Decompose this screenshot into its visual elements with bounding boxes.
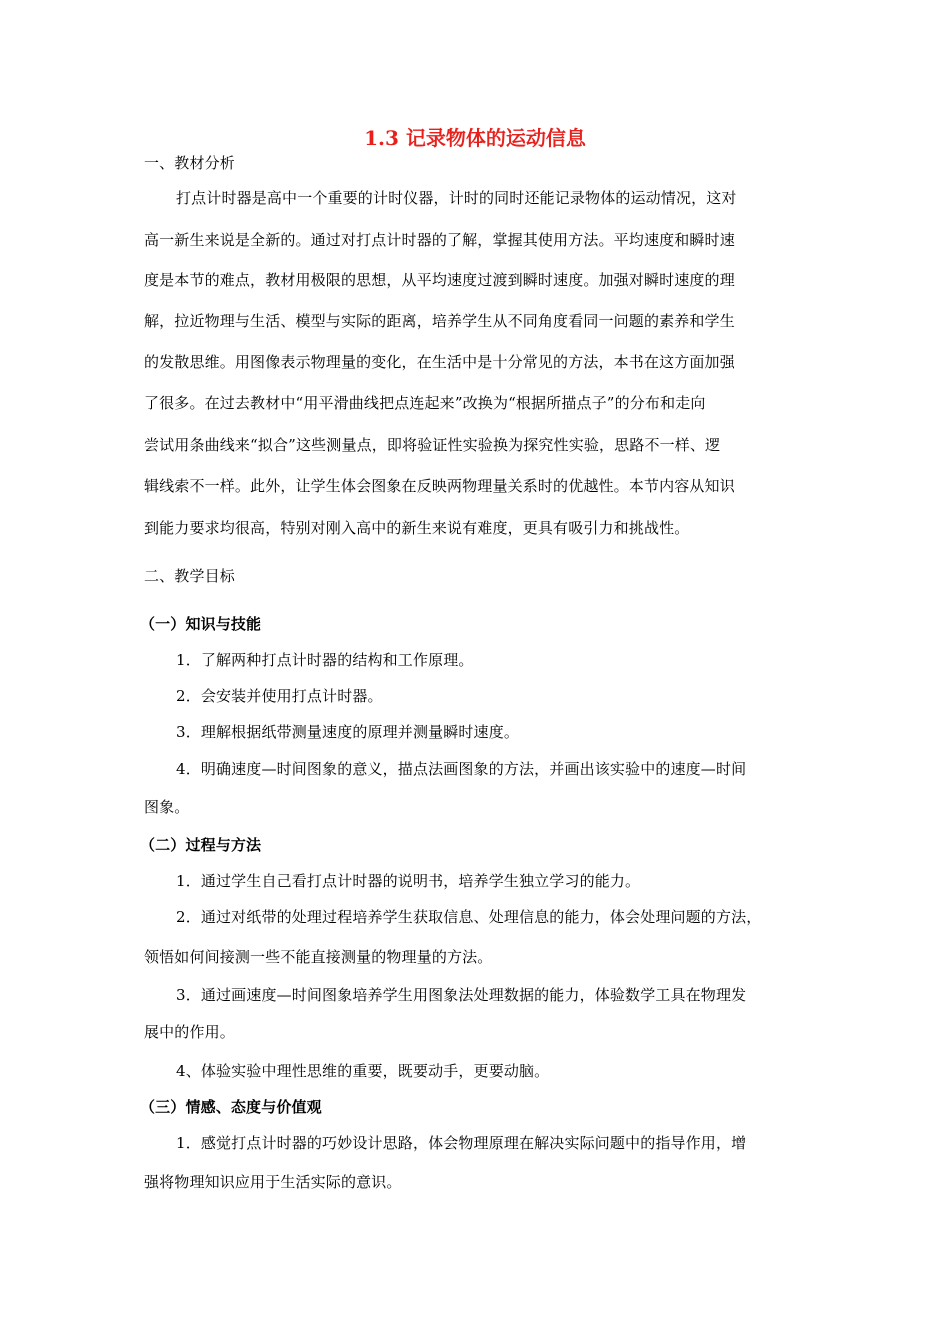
goal-item: 4．明确速度—时间图象的意义，描点法画图象的方法，并画出该实验中的速度—时间 [176,760,747,778]
goal-item: 1．感觉打点计时器的巧妙设计思路，体会物理原理在解决实际问题中的指导作用，增 [176,1134,747,1152]
goal-item: 2．通过对纸带的处理过程培养学生获取信息、处理信息的能力，体会处理问题的方法， [176,908,762,926]
analysis-line: 辑线索不一样。此外，让学生体会图象在反映两物理量关系时的优越性。本节内容从知识 [144,477,735,495]
goal-item-continuation: 强将物理知识应用于生活实际的意识。 [144,1173,402,1191]
page-title: 1.3 记录物体的运动信息 [364,126,586,150]
subsection-heading-emotion-values: （三）情感、态度与价值观 [140,1098,322,1116]
goal-item-continuation: 展中的作用。 [144,1023,235,1041]
analysis-line: 高一新生来说是全新的。通过对打点计时器的了解，掌握其使用方法。平均速度和瞬时速 [144,231,735,249]
analysis-line: 度是本节的难点，教材用极限的思想，从平均速度过渡到瞬时速度。加强对瞬时速度的理 [144,271,735,289]
subsection-heading-knowledge-skills: （一）知识与技能 [140,615,262,633]
goal-item: 3．理解根据纸带测量速度的原理并测量瞬时速度。 [176,723,519,741]
analysis-line: 的发散思维。用图像表示物理量的变化，在生活中是十分常见的方法，本书在这方面加强 [144,353,735,371]
goal-item-continuation: 领悟如何间接测一些不能直接测量的物理量的方法。 [144,948,493,966]
goal-item: 1．了解两种打点计时器的结构和工作原理。 [176,651,474,669]
goal-item: 2．会安装并使用打点计时器。 [176,687,383,705]
section-heading-teaching-goals: 二、教学目标 [144,567,235,585]
analysis-line: 尝试用条曲线来“拟合”这些测量点，即将验证性实验换为探究性实验，思路不一样、逻 [144,436,721,454]
analysis-line: 打点计时器是高中一个重要的计时仪器，计时的同时还能记录物体的运动情况，这对 [176,189,737,207]
analysis-line: 到能力要求均很高，特别对刚入高中的新生来说有难度，更具有吸引力和挑战性。 [144,519,690,537]
analysis-line: 了很多。在过去教材中“用平滑曲线把点连起来”改换为“根据所描点子”的分布和走向 [144,394,706,412]
goal-item: 1．通过学生自己看打点计时器的说明书，培养学生独立学习的能力。 [176,872,641,890]
goal-item: 4、体验实验中理性思维的重要，既要动手，更要动脑。 [176,1062,550,1080]
subsection-heading-process-method: （二）过程与方法 [140,836,262,854]
goal-item-continuation: 图象。 [144,798,190,816]
section-heading-textbook-analysis: 一、教材分析 [144,154,235,172]
goal-item: 3．通过画速度—时间图象培养学生用图象法处理数据的能力，体验数学工具在物理发 [176,986,747,1004]
analysis-line: 解，拉近物理与生活、模型与实际的距离，培养学生从不同角度看同一问题的素养和学生 [144,312,735,330]
